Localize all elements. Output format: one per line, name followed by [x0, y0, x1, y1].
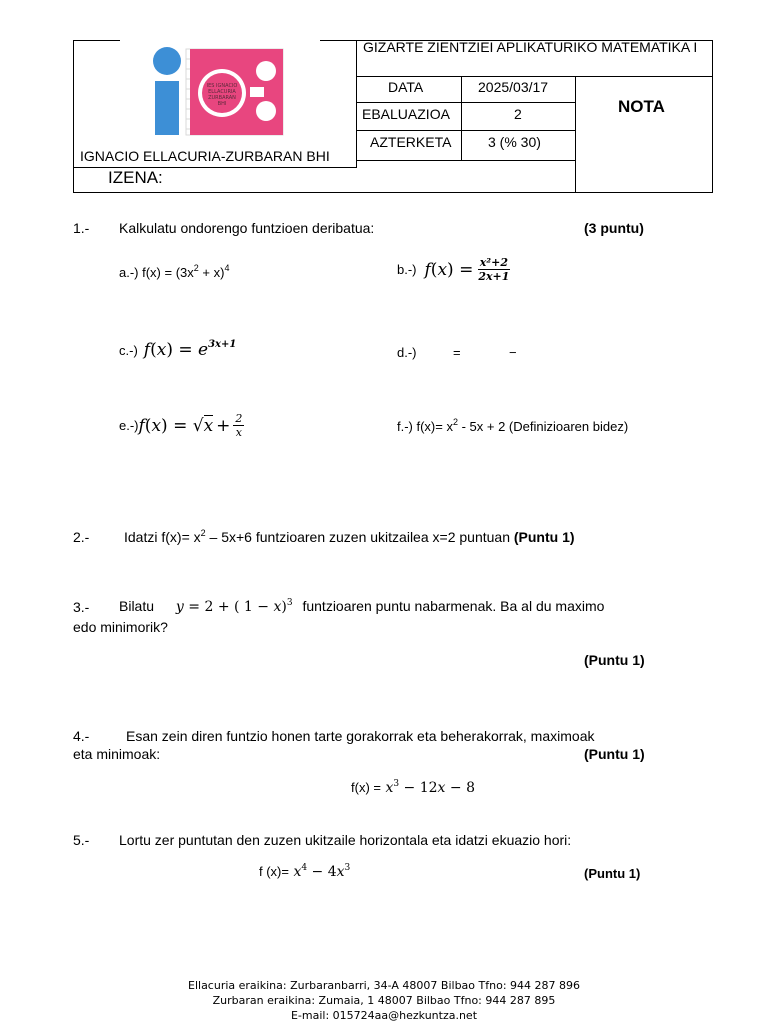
q1-a-mid: + x) — [198, 265, 225, 280]
eval-label: EBALUAZIOA — [362, 106, 450, 122]
q1-e-label: e.-) — [119, 418, 139, 433]
q5-text: Lortu zer puntutan den zuzen ukitzaile horizontala eta idatzi ekuazio hori: — [119, 832, 572, 848]
svg-text:BHI: BHI — [217, 101, 227, 107]
student-name-field[interactable] — [180, 168, 350, 190]
subject-title: GIZARTE ZIENTZIEI APLIKATURIKO MATEMATIKA I — [363, 39, 698, 55]
q1-number: 1.- — [73, 220, 90, 236]
q4-formula: $f(x) = x^3 - 12x - 8$ — [351, 779, 475, 796]
school-logo — [150, 47, 285, 137]
date-value: 2025/03/17 — [478, 79, 549, 95]
grade-label: NOTA — [618, 97, 665, 116]
q4-number: 4.- — [73, 728, 90, 744]
q1-b-fraction: $\frac{\text{x²+2}}{2x+1}$ — [478, 256, 510, 283]
q4-line2: eta minimoak: — [73, 746, 161, 762]
footer-line-2: Zurbaran eraikina: Zumaia, 1 48007 Bilbao Tfno: 944 287 895 — [212, 994, 556, 1007]
q1-e-fraction: $\frac{2}{x}$ — [235, 412, 243, 439]
q1-item-a: a.-) $f(x) = (3x^2 + x)^4$ — [119, 263, 230, 280]
svg-text:ELLACURIA: ELLACURIA — [208, 89, 236, 95]
q1-d-label: d.-) — [397, 345, 417, 360]
q4-points: (Puntu 1) — [584, 746, 645, 762]
exam-label: AZTERKETA — [370, 134, 452, 150]
q1-text: Kalkulatu ondorengo funtzioen deribatua: — [119, 220, 375, 236]
eval-value: 2 — [514, 106, 522, 122]
date-label: DATA — [388, 79, 424, 95]
q1-item-c: c.-) $f(x) = e^{3x+1}$ — [119, 339, 237, 360]
svg-text:ZURBARAN: ZURBARAN — [208, 95, 236, 101]
q5-formula: f $(x)= x^4 - 4x^3$ — [259, 863, 351, 880]
q5-number: 5.- — [73, 832, 90, 848]
q1-item-f: f.-) $f(x)= x^2 - 5x + 2$ (Definizioaren bidez) — [397, 417, 629, 434]
q1-a-label: a.-) f(x) = (3x — [119, 265, 194, 280]
student-name-label: IZENA: — [108, 168, 163, 187]
q3-points: (Puntu 1) — [584, 652, 645, 668]
q1-c-label: c.-) — [119, 343, 138, 358]
q5-points: (Puntu 1) — [584, 866, 641, 881]
q2-points: (Puntu 1) — [513, 529, 575, 545]
q1-item-d: d.-) = − — [397, 345, 517, 360]
q2-number: 2.- — [73, 529, 90, 545]
q3-line1: Bilatu y = 2 + ( 1 − x)$^3$ funtzioaren puntu nabarmenak. Ba al du maximo — [119, 598, 605, 615]
q1-item-e: e.-) f ( x ) = √ x + $\frac{2}{x}$ — [119, 412, 243, 439]
exam-value: 3 (% 30) — [488, 134, 541, 150]
school-name: IGNACIO ELLACURIA-ZURBARAN BHI — [80, 148, 330, 164]
footer-line-3: E-mail: 015724aa@hezkuntza.net — [290, 1009, 478, 1022]
svg-text:IES IGNACIO: IES IGNACIO — [206, 83, 238, 89]
footer-line-1: Ellacuria eraikina: Zurbaranbarri, 34-A 48007 Bilbao Tfno: 944 287 896 — [188, 979, 580, 992]
q3-number: 3.- — [73, 599, 90, 615]
q4-line1: Esan zein diren funtzio honen tarte gorakorrak eta beherakorrak, maximoak — [126, 728, 595, 744]
q2-text: Idatzi $f(x)= x^2 - 5x+6$ funtzioaren zuzen ukitzailea x=2 puntuan (Puntu 1) — [124, 528, 575, 545]
q3-line2: edo minimorik? — [73, 619, 168, 635]
q1-item-b: b.-) f ( x ) = $\frac{\text{x²+2}}{2x+1}$ — [397, 256, 510, 283]
q1-points: (3 puntu) — [584, 220, 644, 236]
q1-b-label: b.-) — [397, 262, 417, 277]
